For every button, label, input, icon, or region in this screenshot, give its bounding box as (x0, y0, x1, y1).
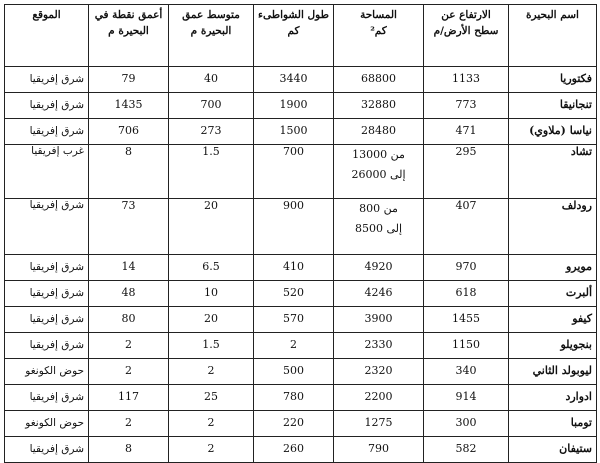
cell-max-depth: 1435 (89, 93, 169, 119)
header-row (5, 5, 597, 67)
cell-location: حوض الكونغو (5, 359, 89, 385)
cell-max-depth: 706 (89, 119, 169, 145)
cell-max-depth: 80 (89, 307, 169, 333)
cell-elevation: 773 (424, 93, 509, 119)
area-range-to (338, 165, 419, 185)
header-max-depth-line1: أعمق نقطة في (94, 9, 163, 21)
cell-area: 2200 (334, 385, 424, 411)
area-from-value: 13000 (352, 148, 388, 161)
cell-avg-depth: 1.5 (169, 333, 254, 359)
header-avg-depth (169, 5, 254, 67)
cell-location: شرق إفريقيا (5, 255, 89, 281)
cell-lake-name: كيفو (509, 307, 597, 333)
cell-lake-name: ادوارد (509, 385, 597, 411)
cell-max-depth: 48 (89, 281, 169, 307)
cell-shoreline: 500 (254, 359, 334, 385)
cell-lake-name: بنجويلو (509, 333, 597, 359)
cell-lake-name: ألبرت (509, 281, 597, 307)
cell-avg-depth: 2 (169, 437, 254, 463)
cell-shoreline: 900 (254, 199, 334, 255)
header-avg-depth-line1: متوسط عمق (182, 9, 240, 21)
header-area-line1: المساحة (360, 9, 397, 21)
cell-shoreline: 260 (254, 437, 334, 463)
header-shoreline-line1: طول الشواطىء (258, 9, 329, 21)
cell-shoreline: 220 (254, 411, 334, 437)
cell-location: شرق إفريقيا (5, 67, 89, 93)
table-row (5, 281, 597, 307)
area-range-from (338, 145, 419, 165)
cell-lake-name: مويرو (509, 255, 597, 281)
cell-area: 3900 (334, 307, 424, 333)
cell-area: 32880 (334, 93, 424, 119)
cell-location: شرق إفريقيا (5, 93, 89, 119)
cell-area-range (334, 145, 424, 199)
cell-lake-name: فكتوريا (509, 67, 597, 93)
cell-lake-name: تومبا (509, 411, 597, 437)
cell-location: حوض الكونغو (5, 411, 89, 437)
cell-avg-depth: 2 (169, 411, 254, 437)
header-max-depth (89, 5, 169, 67)
cell-max-depth: 117 (89, 385, 169, 411)
table-row (5, 93, 597, 119)
cell-max-depth: 73 (89, 199, 169, 255)
cell-location: شرق إفريقيا (5, 119, 89, 145)
cell-shoreline: 3440 (254, 67, 334, 93)
table-row (5, 145, 597, 199)
cell-area: 2330 (334, 333, 424, 359)
cell-location: شرق إفريقيا (5, 281, 89, 307)
cell-shoreline: 1500 (254, 119, 334, 145)
cell-lake-name: ستيفان (509, 437, 597, 463)
cell-max-depth: 8 (89, 437, 169, 463)
table-row (5, 333, 597, 359)
cell-lake-name: تنجانيقا (509, 93, 597, 119)
cell-area: 28480 (334, 119, 424, 145)
cell-elevation: 300 (424, 411, 509, 437)
table-row (5, 255, 597, 281)
header-elevation (424, 5, 509, 67)
cell-avg-depth: 1.5 (169, 145, 254, 199)
cell-lake-name: رودلف (509, 199, 597, 255)
cell-lake-name: ليوبولد الثاني (509, 359, 597, 385)
area-range-to (338, 219, 419, 239)
area-range-from (338, 199, 419, 219)
area-to-value: 26000 (351, 168, 387, 181)
cell-elevation: 340 (424, 359, 509, 385)
cell-avg-depth: 25 (169, 385, 254, 411)
cell-area-range (334, 199, 424, 255)
cell-max-depth: 8 (89, 145, 169, 199)
area-to-value: 8500 (354, 222, 383, 235)
lakes-table-container (4, 4, 596, 454)
cell-area: 4246 (334, 281, 424, 307)
cell-avg-depth: 2 (169, 359, 254, 385)
header-shoreline (254, 5, 334, 67)
cell-avg-depth: 700 (169, 93, 254, 119)
cell-location: شرق إفريقيا (5, 333, 89, 359)
cell-avg-depth: 40 (169, 67, 254, 93)
cell-shoreline: 2 (254, 333, 334, 359)
cell-area: 4920 (334, 255, 424, 281)
cell-lake-name: تشاد (509, 145, 597, 199)
header-area (334, 5, 424, 67)
cell-avg-depth: 6.5 (169, 255, 254, 281)
cell-max-depth: 2 (89, 359, 169, 385)
cell-max-depth: 79 (89, 67, 169, 93)
cell-elevation: 970 (424, 255, 509, 281)
cell-elevation: 618 (424, 281, 509, 307)
cell-shoreline: 780 (254, 385, 334, 411)
table-row (5, 385, 597, 411)
header-elevation-line2: سطح الأرض/م (433, 25, 499, 37)
cell-location: شرق إفريقيا (5, 199, 89, 255)
header-lake-name: اسم البحيرة (509, 5, 597, 67)
cell-area: 68800 (334, 67, 424, 93)
cell-avg-depth: 273 (169, 119, 254, 145)
cell-elevation: 914 (424, 385, 509, 411)
table-row (5, 437, 597, 463)
area-from-value: 800 (359, 202, 381, 215)
african-lakes-table (4, 4, 597, 463)
header-avg-depth-line2: البحيرة م (190, 25, 232, 37)
header-area-line2: كم² (370, 25, 387, 37)
cell-shoreline: 1900 (254, 93, 334, 119)
area-from-label: من (390, 148, 405, 161)
cell-location: شرق إفريقيا (5, 437, 89, 463)
cell-location: شرق إفريقيا (5, 385, 89, 411)
header-location: الموقع (5, 5, 89, 67)
cell-shoreline: 520 (254, 281, 334, 307)
cell-avg-depth: 10 (169, 281, 254, 307)
cell-elevation: 582 (424, 437, 509, 463)
cell-shoreline: 410 (254, 255, 334, 281)
table-row (5, 199, 597, 255)
cell-shoreline: 570 (254, 307, 334, 333)
table-row (5, 67, 597, 93)
cell-elevation: 1133 (424, 67, 509, 93)
table-row (5, 307, 597, 333)
area-from-label: من (383, 202, 398, 215)
table-row (5, 411, 597, 437)
area-to-label: إلى (389, 168, 406, 181)
cell-avg-depth: 20 (169, 199, 254, 255)
cell-lake-name: نياسا (ملاوي) (509, 119, 597, 145)
cell-location: غرب إفريقيا (5, 145, 89, 199)
table-row (5, 359, 597, 385)
cell-area: 2320 (334, 359, 424, 385)
cell-area: 1275 (334, 411, 424, 437)
cell-max-depth: 2 (89, 411, 169, 437)
header-shoreline-line2: كم (287, 25, 300, 37)
cell-max-depth: 14 (89, 255, 169, 281)
header-max-depth-line2: البحيرة م (108, 25, 149, 37)
table-row (5, 119, 597, 145)
cell-area: 790 (334, 437, 424, 463)
cell-avg-depth: 20 (169, 307, 254, 333)
cell-elevation: 1150 (424, 333, 509, 359)
cell-location: شرق إفريقيا (5, 307, 89, 333)
cell-elevation: 1455 (424, 307, 509, 333)
cell-elevation: 407 (424, 199, 509, 255)
area-to-label: إلى (386, 222, 403, 235)
cell-max-depth: 2 (89, 333, 169, 359)
cell-elevation: 471 (424, 119, 509, 145)
cell-shoreline: 700 (254, 145, 334, 199)
cell-elevation: 295 (424, 145, 509, 199)
header-elevation-line1: الارتفاع عن (441, 9, 491, 21)
